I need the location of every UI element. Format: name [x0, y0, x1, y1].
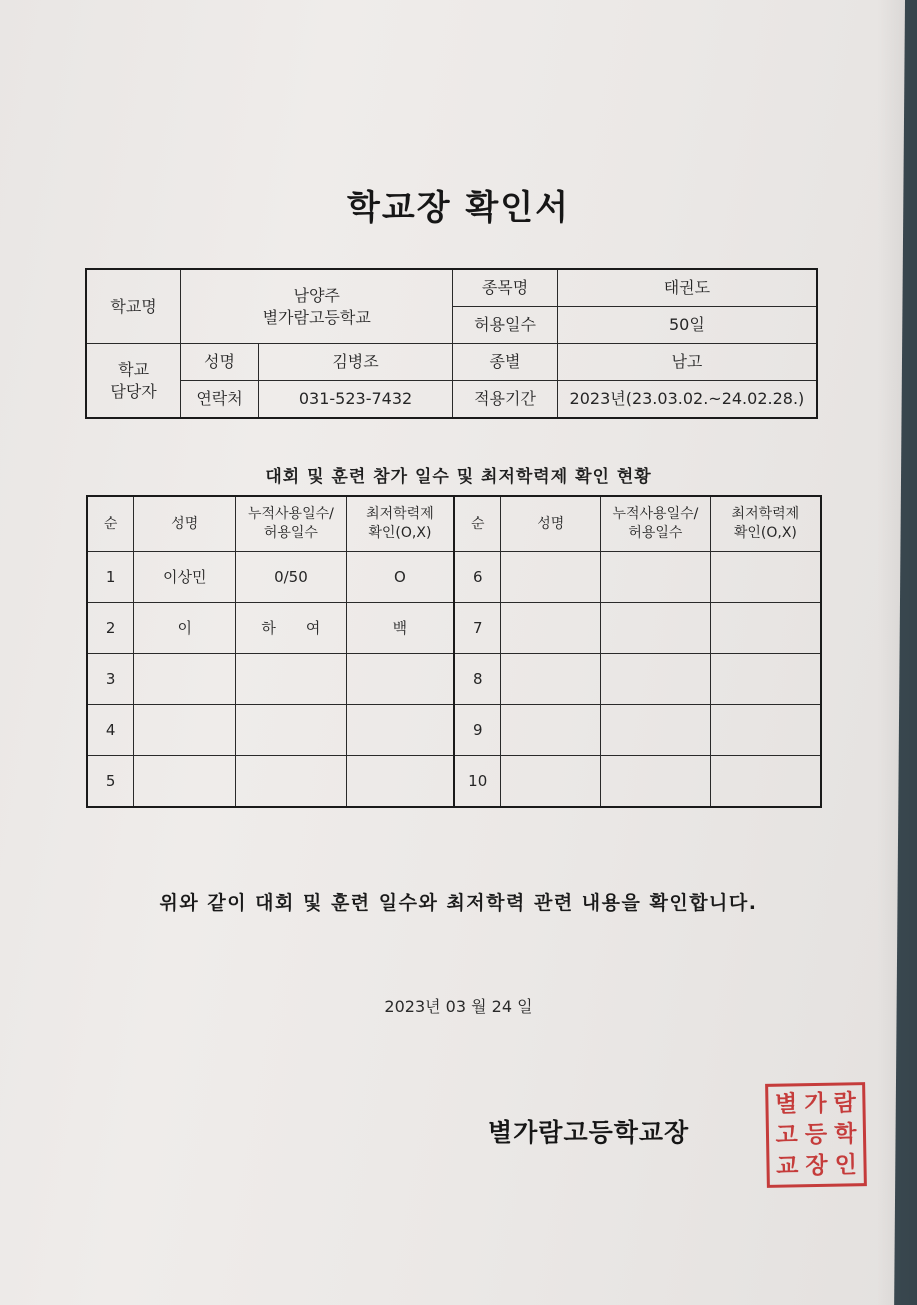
seal-char: 별: [774, 1090, 798, 1119]
seal-char: 교: [775, 1151, 799, 1180]
contact-name-value: 김병조: [258, 344, 452, 381]
row-check: [710, 552, 821, 603]
table-row: [87, 552, 821, 603]
contact-phone-value: 031-523-7432: [258, 381, 452, 419]
contact-label-line-2: 담당자: [110, 381, 157, 401]
row-name: [501, 603, 601, 654]
seal-char: 람: [833, 1089, 857, 1118]
header-days-right-line-2: 허용일수: [628, 525, 683, 541]
row-days: [601, 705, 711, 756]
row-days: [236, 705, 347, 756]
row-name: [134, 705, 236, 756]
seal-char: 장: [805, 1151, 828, 1179]
seal-char: 인: [834, 1150, 858, 1179]
row-check: [710, 705, 821, 756]
period-label: 적용기간: [453, 381, 558, 419]
header-check-line-1: 최저학력제: [366, 506, 434, 523]
row-name: [134, 756, 236, 808]
allowed-days-value: 50일: [557, 307, 817, 344]
confirmation-statement: 위와 같이 대회 및 훈련 일수와 최저학력 관련 내용을 확인합니다.: [159, 892, 758, 914]
header-days-right: [601, 496, 711, 552]
row-no: 6: [454, 552, 501, 603]
row-name: [501, 705, 601, 756]
row-days: [601, 603, 711, 654]
header-no-right: 순: [454, 496, 501, 552]
row-days: [601, 552, 711, 603]
row-check: 백: [346, 603, 454, 654]
header-check: [346, 496, 454, 552]
allowed-days-label: 허용일수: [453, 307, 558, 344]
school-info-table: [85, 268, 818, 419]
category-value: 남고: [557, 344, 817, 381]
school-name-value: [181, 269, 453, 344]
row-name: [134, 654, 236, 705]
row-days: [236, 756, 347, 808]
roster-header-row: [87, 496, 821, 552]
seal-char: 등: [804, 1120, 828, 1149]
header-check-right: [710, 496, 821, 552]
row-check: O: [346, 552, 454, 603]
contact-label-line-1: 학교: [118, 359, 150, 379]
roster-table: [86, 495, 822, 808]
row-days: 하 여: [236, 603, 347, 654]
row-no: 4: [87, 705, 134, 756]
section-title: 대회 및 훈련 참가 일수 및 최저학력제 확인 현황: [265, 467, 652, 487]
row-no: 10: [454, 756, 501, 808]
sport-value: 태권도: [557, 269, 817, 307]
period-value: 2023년(23.03.02.~24.02.28.): [557, 381, 817, 419]
row-name: 이상민: [134, 552, 236, 603]
row-no: 9: [454, 705, 501, 756]
row-check: [346, 654, 454, 705]
row-no: 5: [87, 756, 134, 808]
row-check: [710, 756, 821, 808]
row-days: [236, 654, 347, 705]
row-check: [346, 705, 454, 756]
row-check: [346, 756, 454, 808]
header-days-line-2: 허용일수: [263, 525, 318, 541]
row-no: 3: [87, 654, 134, 705]
row-name: 이: [134, 603, 236, 654]
sport-label: 종목명: [453, 269, 558, 307]
row-name: [501, 654, 601, 705]
row-name: [501, 552, 601, 603]
table-row: [87, 705, 821, 756]
header-check-right-line-2: 확인(O,X): [733, 525, 797, 541]
table-row: [87, 756, 821, 808]
header-check-right-line-1: 최저학력제: [731, 506, 800, 523]
row-no: 1: [87, 552, 134, 603]
row-check: [710, 603, 821, 654]
principal-signature: 별가람고등학교장: [488, 1118, 690, 1147]
school-name-label: 학교명: [86, 269, 181, 344]
header-name: 성명: [134, 496, 236, 552]
header-days-right-line-1: 누적사용일수/: [612, 506, 699, 523]
contact-phone-label: 연락처: [181, 381, 259, 419]
contact-person-label: [86, 344, 181, 419]
table-row: [87, 603, 821, 654]
seal-char: 고: [775, 1121, 798, 1149]
header-no: 순: [87, 496, 134, 552]
row-name: [501, 756, 601, 808]
row-check: [710, 654, 821, 705]
school-name: 별가람고등학교: [262, 307, 371, 327]
row-no: 2: [87, 603, 134, 654]
header-days: [236, 496, 347, 552]
document-title: 학교장 확인서: [347, 188, 570, 228]
row-days: [601, 654, 711, 705]
category-label: 종별: [453, 344, 558, 381]
table-row: [87, 654, 821, 705]
seal-char: 학: [833, 1120, 857, 1148]
school-region: 남양주: [293, 285, 340, 305]
row-days: 0/50: [236, 552, 347, 603]
row-no: 7: [454, 603, 501, 654]
header-check-line-2: 확인(O,X): [368, 525, 432, 541]
school-seal: [765, 1082, 867, 1188]
header-name-right: 성명: [501, 496, 601, 552]
seal-char: 가: [804, 1090, 827, 1118]
issue-date: 2023년 03 월 24 일: [384, 997, 533, 1016]
contact-name-label: 성명: [181, 344, 259, 381]
header-days-line-1: 누적사용일수/: [247, 506, 334, 523]
row-days: [601, 756, 711, 808]
row-no: 8: [454, 654, 501, 705]
